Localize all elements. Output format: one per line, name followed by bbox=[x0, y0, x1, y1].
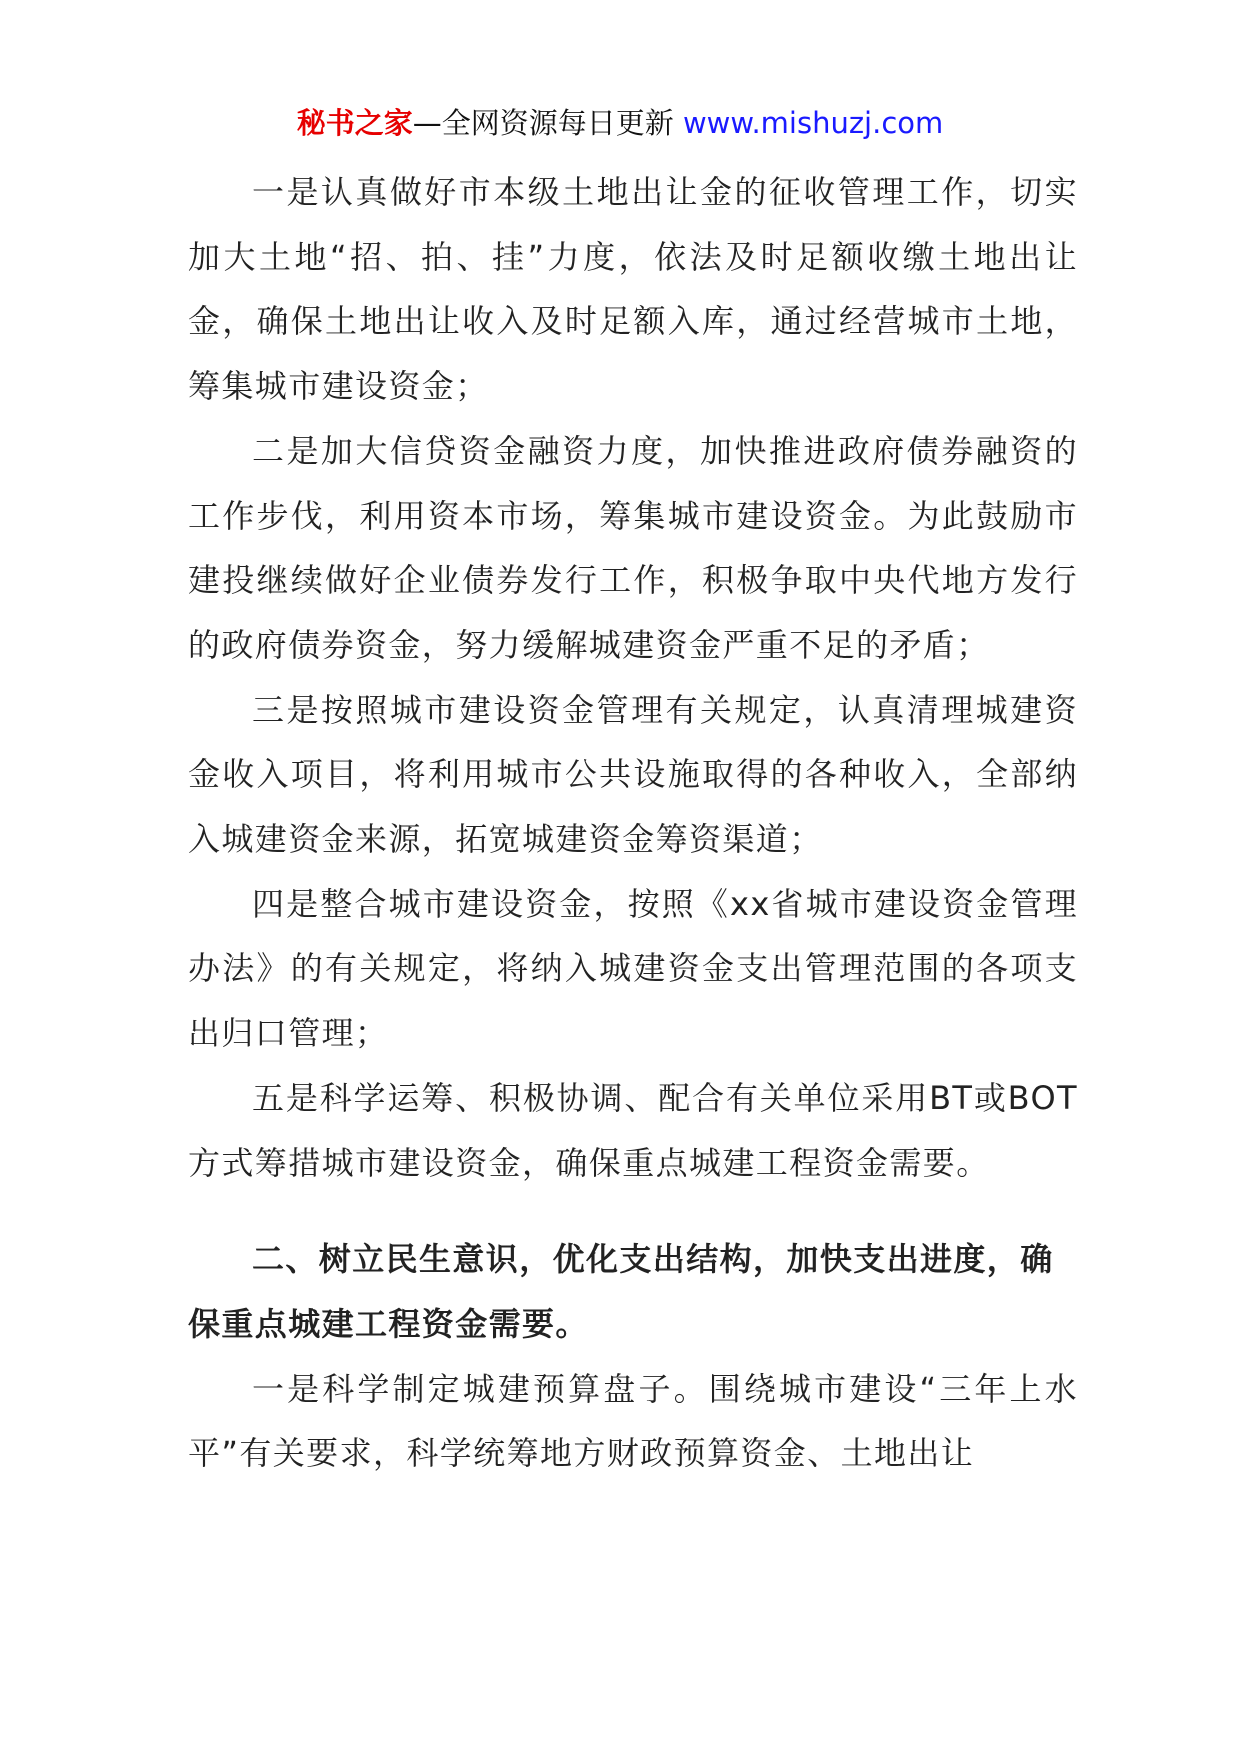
site-header bbox=[0, 101, 1240, 145]
closing-paragraph: 一是科学制定城建预算盘子。围绕城市建设“三年上水平”有关要求，科学统筹地方财政预算资金、土地出让 bbox=[188, 1369, 1078, 1473]
site-brand: 秘书之家 bbox=[296, 106, 413, 140]
site-tagline: —全网资源每日更新 bbox=[412, 106, 674, 140]
paragraph-4: 四是整合城市建设资金，按照《xx省城市建设资金管理办法》的有关规定，将纳入城建资金支出管理范围的各项支出归口管理； bbox=[188, 884, 1078, 1053]
paragraph-1: 一是认真做好市本级土地出让金的征收管理工作，切实加大土地“招、拍、挂”力度，依法及时足额收缴土地出让金，确保土地出让收入及时足额入库，通过经营城市土地，筹集城市建设资金； bbox=[188, 173, 1078, 406]
document-body bbox=[188, 160, 1078, 1486]
section-heading: 二、树立民生意识，优化支出结构，加快支出进度，确保重点城建工程资金需要。 bbox=[188, 1240, 1054, 1343]
paragraph-5: 五是科学运筹、积极协调、配合有关单位采用BT或BOT方式筹措城市建设资金，确保重点城建工程资金需要。 bbox=[188, 1078, 1078, 1182]
paragraph-3: 三是按照城市建设资金管理有关规定，认真清理城建资金收入项目，将利用城市公共设施取得的各种收入，全部纳入城建资金来源，拓宽城建资金筹资渠道； bbox=[188, 690, 1078, 859]
site-url-link[interactable]: www.mishuzj.com bbox=[682, 106, 944, 140]
paragraph-2: 二是加大信贷资金融资力度，加快推进政府债券融资的工作步伐，利用资本市场，筹集城市建设资金。为此鼓励市建投继续做好企业债券发行工作，积极争取中央代地方发行的政府债券资金，努力缓解城建资金严重不足的矛盾； bbox=[188, 431, 1078, 664]
